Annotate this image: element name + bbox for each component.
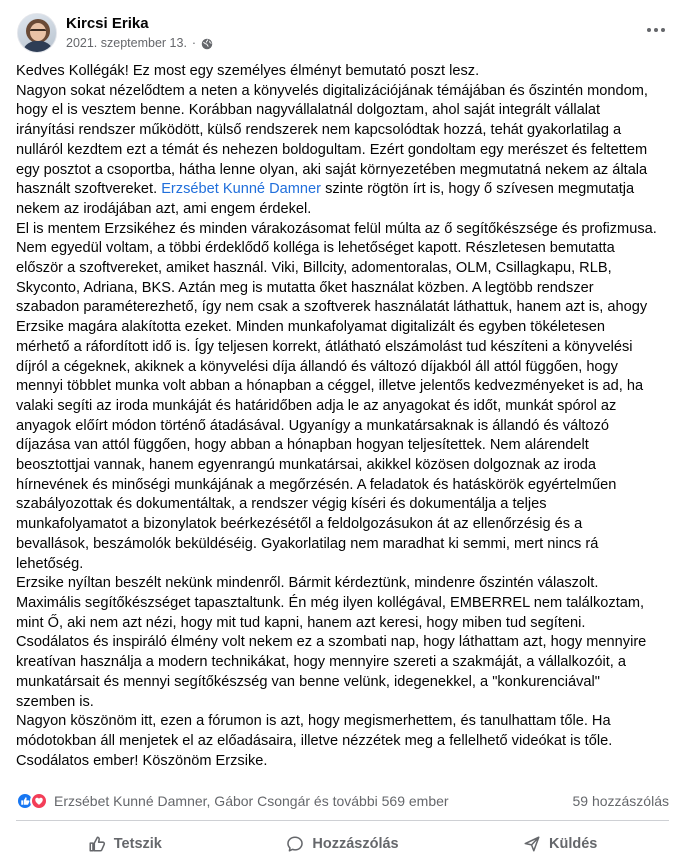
post-text-segment: először a szoftvereket, amiket használ. Viki, Billcity, adomentoralas, OLM, Csillagkapu, RLB,	[16, 260, 612, 277]
post-text-segment: Maximális segítőkészséget tapasztaltunk. Én még ilyen kollégával, EMBERREL nem találkoztam,	[16, 594, 645, 611]
more-options-icon[interactable]	[643, 20, 669, 40]
post-text-segment: irányítási rendszer működött, külső rendszerek nem kapcsolódtak hozzá, tehát gyakorlatilag a	[16, 122, 622, 139]
separator-dot: ·	[191, 36, 197, 50]
post-text-segment: beosztottjai vannak, hanem egyenrangú munkatársai, akikkel közösen dolgoznak az iroda	[16, 457, 597, 474]
post-text-line	[16, 476, 671, 496]
globe-icon[interactable]	[201, 38, 213, 50]
post-text-line	[16, 220, 671, 240]
post-text-segment: módotokban áll menjetek el az előadásaira, illetve nézzétek meg a fellelhető videókat is tőle.	[16, 732, 613, 749]
mention-link[interactable]: Erzsébet Kunné Damner	[161, 181, 322, 198]
post-text-segment: bevallások, beszámolók beküldéséig. Gyakorlatilag nem maradhat ki semmi, mert nincs rá	[16, 535, 599, 552]
post-text-line	[16, 239, 671, 259]
post-text-line	[16, 200, 671, 220]
post-text-segment: nekem az irodájában azt, ami engem érdekel.	[16, 200, 312, 217]
reactors-text[interactable]: Erzsébet Kunné Damner, Gábor Csongár és további 569 ember	[54, 793, 449, 809]
post-text-segment: díjazása van attól függően, hogy abban a hónapban hogyan teljesítettek. Nem alárendelt	[16, 437, 589, 454]
post-text-line	[16, 82, 671, 102]
comment-button[interactable]	[234, 825, 452, 863]
post-text-segment: egy posztot a csoportba, hátha lenne olyan, aki saját környezetében megmutatná nekem az általa	[16, 161, 648, 178]
post-text-segment: szabadon paraméterezhető, így nem csak a szoftverek használatát láthattuk, hanem azt is, ahogy	[16, 299, 648, 316]
post-text-segment: hogy el is vesztem benne. Korábban nagyvállalatnál dolgoztam, ahol saját integrált vállalat	[16, 102, 601, 119]
like-button[interactable]	[16, 825, 234, 863]
post-text-segment: nulláról kezdtem ezt a témát és nehezen boldogultam. Ezért gondoltam egy merészet és feltettem	[16, 141, 648, 158]
comment-count[interactable]: 59 hozzászólás	[572, 793, 669, 809]
post-text-segment: Nagyon sokat nézelődtem a neten a könyvelés digitalizációjának témájában és őszintén mondom,	[16, 82, 648, 99]
post-text-segment: Nagyon köszönöm itt, ezen a fórumon is azt, hogy megismerhettem, és tanulhattam tőle. Ha	[16, 713, 611, 730]
post-meta	[66, 14, 213, 52]
post-text-line	[16, 279, 671, 299]
post-text-line	[16, 121, 671, 141]
post-text-segment: mérhető a ráfordított idő is. Így teljesen korrekt, átlátható elszámolást tud készíteni a könyvelési	[16, 338, 633, 355]
post-text-segment: Skyconto, Adriana, BKS. Aztán meg is mutatta őket használat közben. A legtöbb rendszer	[16, 279, 594, 296]
post-text-segment: valaki segíti az iroda munkáját és határidőben adja le az anyagokat és időt, munkát spórol az	[16, 397, 617, 414]
send-icon	[523, 835, 541, 853]
actions-divider	[16, 820, 669, 821]
post-text-segment: Erzsike nyíltan beszélt nekünk mindenről. Bármit kérdeztünk, mindenre őszintén válaszolt.	[16, 575, 599, 592]
reactions-bar	[16, 790, 669, 812]
like-label: Tetszik	[113, 836, 162, 852]
post-text-line	[16, 555, 671, 575]
post-text-segment: használt szoftvereket.	[16, 181, 162, 198]
post-text-segment: anyagok előírt módon történő átadásával. Ugyanígy a munkatársaknak is állandó és változó	[16, 417, 610, 434]
post-text-line	[16, 358, 671, 378]
post-text-line	[16, 594, 671, 614]
post-text-line	[16, 653, 671, 673]
post-text-line	[16, 693, 671, 713]
post-text-line	[16, 101, 671, 121]
post-text-line	[16, 515, 671, 535]
post-text-line	[16, 397, 671, 417]
post-text-line	[16, 732, 671, 752]
post-text-segment: mennyi többlet munka volt abban a hónapban a céggel, illetve jelentős kedvezményeket is ad, ha	[16, 378, 644, 395]
author-avatar[interactable]	[17, 13, 57, 53]
post-text-segment: szabályozottak és dokumentáltak, a rendszer végig kíséri és dokumentálja a teljes	[16, 496, 547, 513]
post-date[interactable]: 2021. szeptember 13.	[66, 36, 187, 50]
share-label: Küldés	[549, 836, 598, 852]
post-text-segment: Csodálatos ember! Köszönöm Erzsike.	[16, 752, 268, 769]
post-text-line	[16, 574, 671, 594]
post-text-segment: Erzsike magára alakította ezeket. Minden munkafolyamat digitalizált és egyben tökéletesen	[16, 319, 605, 336]
post-text-segment: szinte rögtön írt is, hogy ő szívesen megmutatja	[321, 181, 635, 198]
post-text-segment: mint Ő, aki nem azt nézi, hogy mit tud kapni, hanem azt keresi, hogy miben tud segíteni.	[16, 614, 586, 631]
post-text-line	[16, 62, 671, 82]
post-text-segment: munkafolyamatot a bizonylatok beérkezésétől a feldolgozásukon át az ellenőrzésig és a	[16, 516, 583, 533]
post-text-line	[16, 180, 671, 200]
post-text-segment: El is mentem Erzsikéhez és minden várakozásomat felül múlta az ő segítőkészsége és profizmusa.	[16, 220, 657, 237]
post-text-segment: lehetőség.	[16, 555, 84, 572]
post-subline	[66, 35, 213, 52]
post-text-line	[16, 298, 671, 318]
post-text-line	[16, 673, 671, 693]
post-text-line	[16, 456, 671, 476]
post-text-segment: Nem egyedül voltam, a többi érdeklődő kolléga is lehetőséget kapott. Részletesen bemutatta	[16, 240, 615, 257]
post-text-line	[16, 752, 671, 772]
love-reaction-icon	[30, 792, 48, 810]
post-text-segment: szemben is.	[16, 693, 94, 710]
post-text-segment: munkatársait és mennyi segítőkészség van benne velünk, idegenekkel, a "konkurenciával"	[16, 673, 600, 690]
post-text-line	[16, 436, 671, 456]
post-text-line	[16, 417, 671, 437]
post-text-line	[16, 712, 671, 732]
post-text	[16, 62, 671, 771]
post-text-segment: Kedves Kollégák! Ez most egy személyes élményt bemutató poszt lesz.	[16, 63, 480, 79]
author-name[interactable]: Kircsi Erika	[66, 15, 149, 32]
post-text-line	[16, 495, 671, 515]
post-header	[17, 13, 213, 53]
reaction-icons	[16, 792, 48, 810]
post-text-line	[16, 161, 671, 181]
post-text-segment: kreatívan használja a modern technikákat, hogy mennyire szereti a szakmáját, a vállalkozóit, a	[16, 654, 627, 671]
post-text-line	[16, 141, 671, 161]
reactions-summary[interactable]	[16, 792, 449, 810]
comment-label: Hozzászólás	[312, 836, 399, 852]
post-text-segment: hírnevének és minőségi munkájának a megőrzésén. A feladatok és hatáskörök egyértelműen	[16, 476, 617, 493]
post-text-line	[16, 259, 671, 279]
post-text-line	[16, 633, 671, 653]
comment-bubble-icon	[286, 835, 304, 853]
share-button[interactable]	[451, 825, 669, 863]
post-actions	[16, 825, 669, 863]
post-text-line	[16, 535, 671, 555]
post-text-line	[16, 377, 671, 397]
thumbs-up-icon	[88, 835, 106, 853]
post-text-segment: díjról a cégeknek, akiknek a könyvelési díja állandó és változó díjakból áll attól függően, hogy	[16, 358, 618, 375]
post-text-line	[16, 338, 671, 358]
post-text-segment: Csodálatos és inspiráló élmény volt nekem ez a szombati nap, hogy láthattam azt, hogy mennyire	[16, 634, 647, 651]
post-text-line	[16, 318, 671, 338]
post-text-line	[16, 614, 671, 634]
